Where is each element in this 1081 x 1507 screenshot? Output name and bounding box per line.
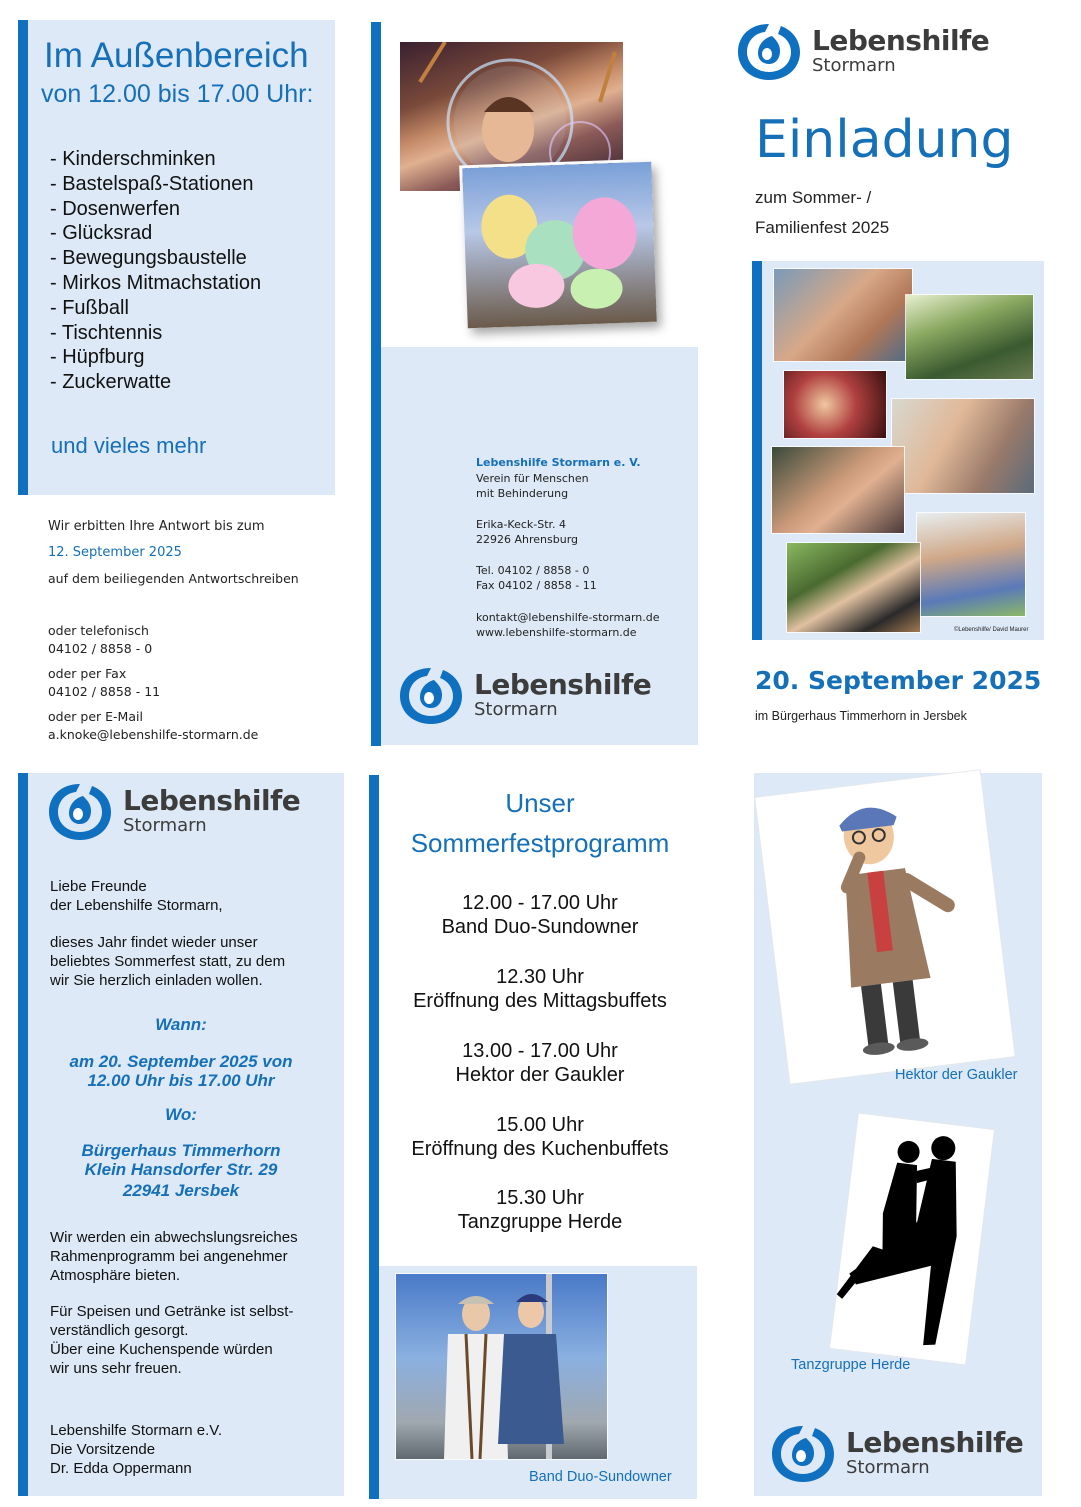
where-line: Klein Hansdorfer Str. 29 bbox=[84, 1160, 278, 1179]
letter-line: Für Speisen und Getränke ist selbst- bbox=[50, 1303, 294, 1320]
cotton-candy-photo bbox=[462, 162, 656, 328]
rsvp-phone-label: oder telefonisch bbox=[48, 623, 149, 638]
program-act: Tanzgruppe Herde bbox=[457, 1211, 623, 1233]
lebenshilfe-logo bbox=[45, 778, 300, 844]
event-date: 20. September 2025 bbox=[755, 666, 1042, 695]
rsvp-line1: Wir erbitten Ihre Antwort bis zum bbox=[48, 519, 265, 534]
lebenshilfe-logo bbox=[396, 662, 651, 728]
cover-title: Einladung bbox=[755, 110, 1014, 170]
contact-org: Lebenshilfe Stormarn e. V. bbox=[476, 456, 641, 469]
program-act: Eröffnung des Mittagsbuffets bbox=[413, 990, 667, 1012]
rsvp-date: 12. September 2025 bbox=[48, 545, 182, 560]
signature-line: Die Vorsitzende bbox=[50, 1441, 156, 1458]
contact-fax: Fax 04102 / 8858 - 11 bbox=[476, 579, 597, 592]
list-item: - Bewegungsbaustelle bbox=[50, 247, 247, 270]
signature-line: Dr. Edda Oppermann bbox=[50, 1460, 192, 1477]
contact-desc1: Verein für Menschen bbox=[476, 472, 589, 485]
program-act: Band Duo-Sundowner bbox=[441, 916, 639, 938]
event-venue: im Bürgerhaus Timmerhorn in Jersbek bbox=[755, 709, 967, 723]
logo-name: Lebenshilfe bbox=[123, 784, 301, 817]
rsvp-email-label: oder per E-Mail bbox=[48, 709, 143, 724]
rsvp-fax: 04102 / 8858 - 11 bbox=[48, 684, 161, 699]
program-item bbox=[380, 1186, 700, 1234]
lebenshilfe-logo-icon bbox=[45, 778, 115, 844]
program-time: 12.30 Uhr bbox=[496, 966, 584, 988]
program-item bbox=[380, 891, 700, 939]
panel-accent-bar bbox=[371, 22, 381, 746]
program-item bbox=[380, 1113, 700, 1161]
lebenshilfe-logo-icon bbox=[396, 662, 466, 728]
list-item: - Hüpfburg bbox=[50, 346, 145, 369]
letter-line: Rahmenprogramm bei angenehmer bbox=[50, 1248, 288, 1265]
cover-sub1: zum Sommer- / bbox=[755, 188, 872, 207]
panel-accent-bar bbox=[752, 261, 762, 640]
where-label: Wo: bbox=[165, 1105, 197, 1124]
when-label: Wann: bbox=[155, 1015, 207, 1034]
dance-card bbox=[830, 1114, 994, 1365]
outdoor-subtitle: von 12.00 bis 17.00 Uhr: bbox=[41, 80, 314, 108]
program-time: 15.30 Uhr bbox=[496, 1187, 584, 1209]
lebenshilfe-logo-icon bbox=[734, 18, 804, 84]
logo-region: Stormarn bbox=[123, 815, 207, 836]
outdoor-title: Im Außenbereich bbox=[44, 36, 309, 75]
contact-city: 22926 Ahrensburg bbox=[476, 533, 579, 546]
logo-name: Lebenshilfe bbox=[474, 668, 652, 701]
signature-line: Lebenshilfe Stormarn e.V. bbox=[50, 1422, 223, 1439]
contact-tel: Tel. 04102 / 8858 - 0 bbox=[476, 564, 590, 577]
when-where-block bbox=[18, 1015, 344, 1200]
dancers-silhouette bbox=[830, 1114, 994, 1365]
letter-line: wir Sie herzlich einladen wollen. bbox=[50, 972, 263, 989]
when-line: 12.00 Uhr bis 17.00 Uhr bbox=[87, 1071, 275, 1090]
family-photo bbox=[906, 295, 1033, 379]
cover-sub2: Familienfest 2025 bbox=[755, 218, 890, 237]
list-item: - Glücksrad bbox=[50, 222, 153, 245]
family-photo bbox=[917, 513, 1025, 616]
juggler-illustration bbox=[755, 770, 1014, 1083]
band-photo bbox=[396, 1274, 607, 1459]
contact-mail[interactable]: kontakt@lebenshilfe-stormarn.de bbox=[476, 611, 660, 624]
letter-line: Über eine Kuchenspende würden bbox=[50, 1341, 273, 1358]
list-item: - Mirkos Mitmachstation bbox=[50, 271, 262, 294]
panel-accent-bar bbox=[369, 775, 379, 1499]
photo-credit: ©Lebenshilfe/ David Maurer bbox=[954, 627, 1029, 633]
logo-name: Lebenshilfe bbox=[846, 1426, 1024, 1459]
program-act: Hektor der Gaukler bbox=[455, 1064, 625, 1086]
lebenshilfe-logo bbox=[768, 1420, 1023, 1486]
rsvp-fax-label: oder per Fax bbox=[48, 666, 127, 681]
family-photo bbox=[787, 543, 920, 632]
letter-line: dieses Jahr findet wieder unser bbox=[50, 934, 258, 951]
list-item: - Tischtennis bbox=[50, 321, 163, 344]
program-item bbox=[380, 1039, 700, 1087]
greeting-line: der Lebenshilfe Stormarn, bbox=[50, 897, 223, 914]
list-item: - Fußball bbox=[50, 296, 129, 319]
letter-line: wir uns sehr freuen. bbox=[50, 1360, 182, 1377]
family-photo bbox=[772, 447, 904, 533]
list-item: - Dosenwerfen bbox=[50, 197, 181, 220]
juggler-caption: Hektor der Gaukler bbox=[895, 1067, 1018, 1083]
contact-web[interactable]: www.lebenshilfe-stormarn.de bbox=[476, 626, 637, 639]
family-photo bbox=[784, 371, 886, 438]
juggler-card bbox=[755, 770, 1014, 1083]
program-time: 15.00 Uhr bbox=[496, 1114, 584, 1136]
program-item bbox=[380, 965, 700, 1013]
dance-caption: Tanzgruppe Herde bbox=[791, 1357, 911, 1373]
letter-line: beliebtes Sommerfest statt, zu dem bbox=[50, 953, 286, 970]
list-item: - Bastelspaß-Stationen bbox=[50, 172, 254, 195]
where-line: 22941 Jersbek bbox=[122, 1181, 240, 1200]
band-caption: Band Duo-Sundowner bbox=[529, 1469, 672, 1485]
logo-region: Stormarn bbox=[812, 55, 896, 76]
program-act: Eröffnung des Kuchenbuffets bbox=[411, 1138, 669, 1160]
letter-line: Atmosphäre bieten. bbox=[50, 1267, 181, 1284]
logo-region: Stormarn bbox=[846, 1457, 930, 1478]
activity-list bbox=[50, 147, 261, 395]
rsvp-email[interactable]: a.knoke@lebenshilfe-stormarn.de bbox=[48, 727, 259, 742]
letter-body bbox=[50, 1228, 298, 1478]
lebenshilfe-logo-icon bbox=[768, 1420, 838, 1486]
panel-accent-bar bbox=[18, 20, 28, 495]
program-title bbox=[380, 783, 700, 863]
letter-line: Wir werden ein abwechslungsreiches bbox=[50, 1229, 298, 1246]
letter-greeting bbox=[50, 877, 285, 990]
contact-desc2: mit Behinderung bbox=[476, 487, 569, 500]
program-title-line: Sommerfestprogramm bbox=[410, 828, 670, 858]
list-item: - Zuckerwatte bbox=[50, 371, 172, 394]
family-photo bbox=[774, 269, 912, 361]
rsvp-line2: auf dem beiliegenden Antwortschreiben bbox=[48, 571, 299, 586]
lebenshilfe-logo bbox=[734, 18, 989, 84]
program-title-line: Unser bbox=[505, 788, 575, 818]
program-time: 12.00 - 17.00 Uhr bbox=[462, 892, 618, 914]
where-line: Bürgerhaus Timmerhorn bbox=[81, 1141, 281, 1160]
letter-line: verständlich gesorgt. bbox=[50, 1322, 189, 1339]
and-more-text: und vieles mehr bbox=[51, 433, 207, 458]
rsvp-phone: 04102 / 8858 - 0 bbox=[48, 641, 153, 656]
list-item: - Kinderschminken bbox=[50, 148, 216, 170]
logo-region: Stormarn bbox=[474, 699, 558, 720]
contact-street: Erika-Keck-Str. 4 bbox=[476, 518, 567, 531]
when-line: am 20. September 2025 von bbox=[69, 1052, 293, 1071]
logo-name: Lebenshilfe bbox=[812, 24, 990, 57]
family-photo bbox=[892, 399, 1034, 493]
program-time: 13.00 - 17.00 Uhr bbox=[462, 1040, 618, 1062]
greeting-line: Liebe Freunde bbox=[50, 878, 147, 895]
